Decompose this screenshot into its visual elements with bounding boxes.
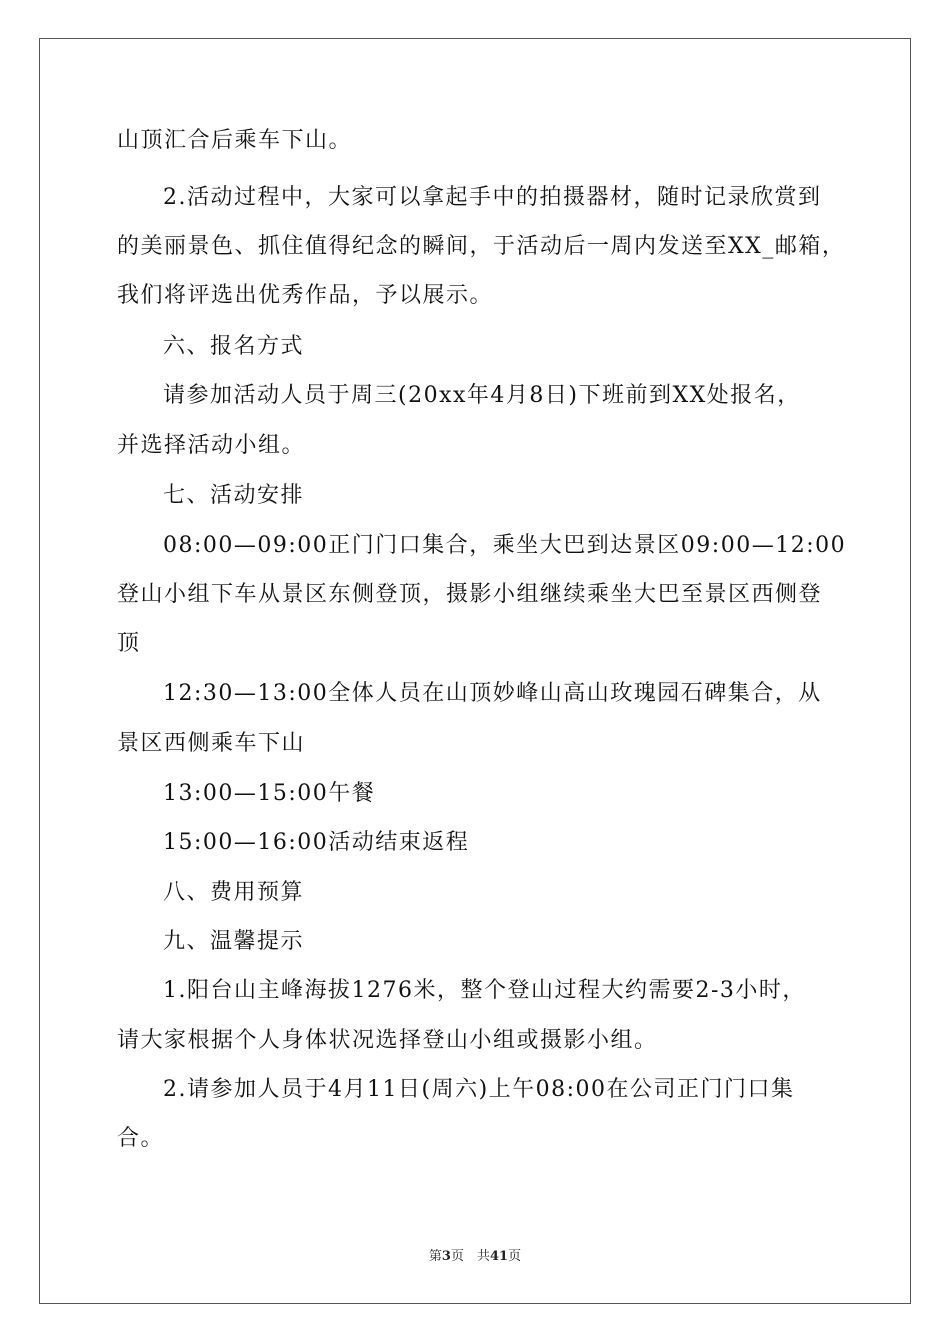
text-line: 08:00—09:00正门门口集合，乘坐大巴到达景区09:00—12:00 — [163, 533, 847, 558]
page-current: 3 — [441, 1249, 451, 1264]
text-line: 的美丽景色、抓住值得纪念的瞬间，于活动后一周内发送至XX_邮箱， — [117, 234, 846, 259]
text-line: 合。 — [117, 1126, 165, 1151]
page-footer — [0, 1248, 950, 1266]
section-heading: 六、报名方式 — [163, 334, 305, 359]
page-total: 41 — [489, 1249, 509, 1264]
page-mid: 页 共 — [450, 1249, 490, 1264]
text-line: 景区西侧乘车下山 — [117, 731, 306, 756]
text-line: 请参加活动人员于周三(20xx年4月8日)下班前到XX处报名， — [163, 383, 801, 408]
text-line: 2.请参加人员于4月11日(周六)上午08:00在公司正门门口集 — [163, 1077, 795, 1102]
text-line: 请大家根据个人身体状况选择登山小组或摄影小组。 — [117, 1028, 658, 1053]
text-line: 我们将评选出优秀作品，予以展示。 — [117, 283, 494, 308]
text-line: 13:00—15:00午餐 — [163, 781, 376, 806]
text-line: 1.阳台山主峰海拔1276米，整个登山过程大约需要2-3小时， — [163, 978, 806, 1003]
section-heading: 八、费用预算 — [163, 880, 305, 905]
section-heading: 九、温馨提示 — [163, 929, 305, 954]
section-heading: 七、活动安排 — [163, 483, 305, 508]
page-border — [39, 38, 911, 1304]
page-suffix: 页 — [508, 1249, 522, 1264]
text-line: 顶 — [117, 631, 141, 656]
text-line: 15:00—16:00活动结束返程 — [163, 830, 470, 855]
text-line: 并选择活动小组。 — [117, 433, 306, 458]
page-prefix: 第 — [428, 1249, 442, 1264]
text-line: 登山小组下车从景区东侧登顶，摄影小组继续乘坐大巴至景区西侧登 — [117, 582, 823, 607]
text-line: 12:30—13:00全体人员在山顶妙峰山高山玫瑰园石碑集合，从 — [163, 681, 822, 706]
text-line: 山顶汇合后乘车下山。 — [117, 128, 353, 153]
text-line: 2.活动过程中，大家可以拿起手中的拍摄器材，随时记录欣赏到 — [163, 185, 822, 210]
